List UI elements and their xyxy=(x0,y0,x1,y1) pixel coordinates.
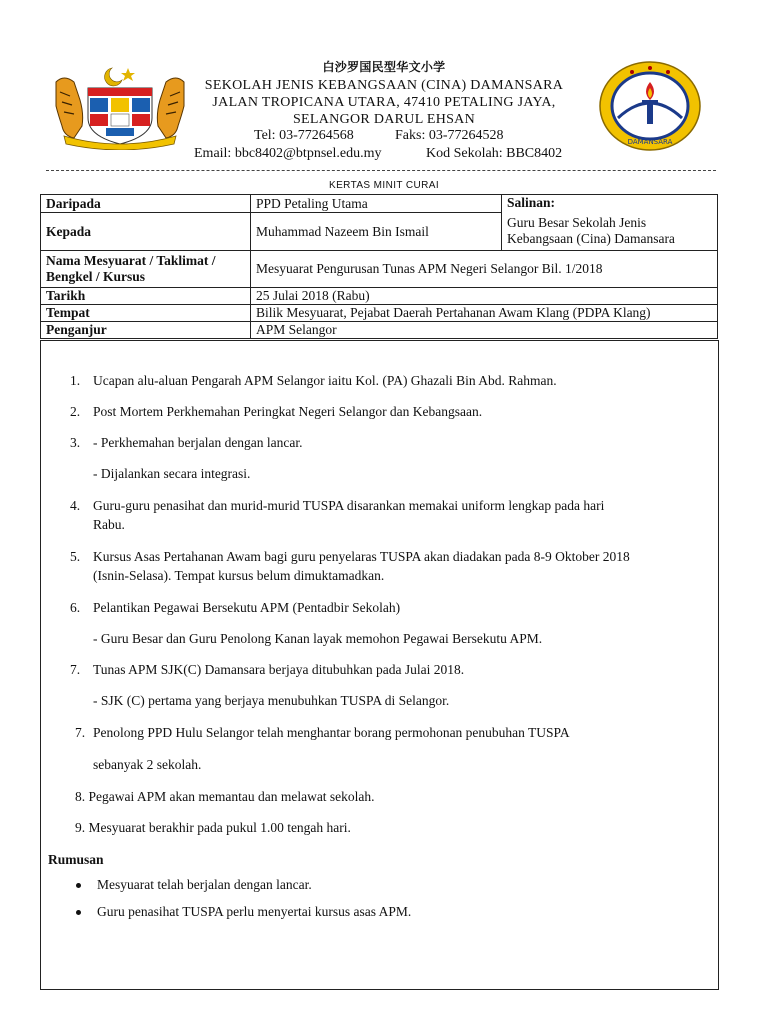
tarikh-label: Tarikh xyxy=(41,288,251,305)
school-email: Email: bbc8402@btpnsel.edu.my xyxy=(194,146,382,161)
item-text: - Dijalankan secara integrasi. xyxy=(93,466,251,481)
form-title: KERTAS MINIT CURAI xyxy=(329,180,439,191)
nama-mesyuarat-value: Mesyuarat Pengurusan Tunas APM Negeri Selangor Bil. 1/2018 xyxy=(251,251,718,288)
tempat-label: Tempat xyxy=(41,305,251,322)
item-text: sebanyak 2 sekolah. xyxy=(93,757,202,772)
letterhead-divider xyxy=(46,170,716,171)
school-name: SEKOLAH JENIS KEBANGSAAN (CINA) DAMANSARA xyxy=(204,78,564,93)
item-number: 5. xyxy=(70,549,81,564)
rumusan-point: Guru penasihat TUSPA perlu menyertai kursus asas APM. xyxy=(97,904,412,919)
daripada-label: Daripada xyxy=(41,195,251,213)
penganjur-label: Penganjur xyxy=(41,322,251,339)
school-fax: Faks: 03-77264528 xyxy=(395,128,504,143)
salinan-label: Salinan: xyxy=(502,195,718,213)
school-address-line-2: SELANGOR DARUL EHSAN xyxy=(292,112,476,127)
school-crest-icon xyxy=(598,60,702,152)
item-text: - SJK (C) pertama yang berjaya menubuhkan TUSPA di Selangor. xyxy=(93,693,450,708)
item-text: (Isnin-Selasa). Tempat kursus belum dimuktamadkan. xyxy=(93,568,385,583)
daripada-value: PPD Petaling Utama xyxy=(251,195,502,213)
school-code: Kod Sekolah: BBC8402 xyxy=(426,146,563,161)
item-text: Post Mortem Perkhemahan Peringkat Negeri Selangor dan Kebangsaan. xyxy=(93,404,483,419)
item-number: 1. xyxy=(70,373,81,388)
salinan-value: Guru Besar Sekolah Jenis Kebangsaan (Cina) Damansara xyxy=(502,213,718,251)
item-text: Penolong PPD Hulu Selangor telah menghantar borang permohonan penubuhan TUSPA xyxy=(93,725,570,740)
bullet-icon xyxy=(76,883,81,888)
penganjur-value: APM Selangor xyxy=(251,322,718,339)
item-number: 4. xyxy=(70,498,81,513)
nama-mesyuarat-label: Nama Mesyuarat / Taklimat / Bengkel / Kursus xyxy=(41,251,251,288)
item-text: 8. Pegawai APM akan memantau dan melawat sekolah. xyxy=(75,789,375,804)
rumusan-heading: Rumusan xyxy=(48,852,104,867)
school-chinese-name: 白沙罗国民型华文小学 xyxy=(322,60,446,74)
tarikh-value: 25 Julai 2018 (Rabu) xyxy=(251,288,718,305)
item-number: 3. xyxy=(70,435,81,450)
bullet-icon xyxy=(76,910,81,915)
item-text: Kursus Asas Pertahanan Awam bagi guru penyelaras TUSPA akan diadakan pada 8-9 Oktober 2018 xyxy=(93,549,630,564)
item-number: 6. xyxy=(70,600,81,615)
item-text: - Guru Besar dan Guru Penolong Kanan layak memohon Pegawai Bersekutu APM. xyxy=(93,631,543,646)
school-address-line-1: JALAN TROPICANA UTARA, 47410 PETALING JAYA, xyxy=(212,95,556,110)
item-number: 7. xyxy=(70,662,81,677)
kepada-value: Muhammad Nazeem Bin Ismail xyxy=(251,213,502,251)
tempat-value: Bilik Mesyuarat, Pejabat Daerah Pertahanan Awam Klang (PDPA Klang) xyxy=(251,305,718,322)
item-text: Ucapan alu-aluan Pengarah APM Selangor iaitu Kol. (PA) Ghazali Bin Abd. Rahman. xyxy=(93,373,557,388)
kepada-label: Kepada xyxy=(41,213,251,251)
item-number: 7. xyxy=(75,725,86,740)
item-text: Guru-guru penasihat dan murid-murid TUSPA disarankan memakai uniform lengkap pada hari xyxy=(93,498,605,513)
school-crest-text: DAMANSARA xyxy=(627,138,673,146)
school-telephone: Tel: 03-77264568 xyxy=(254,128,354,143)
item-text: Pelantikan Pegawai Bersekutu APM (Pentadbir Sekolah) xyxy=(93,600,401,615)
item-text: Rabu. xyxy=(93,517,125,532)
item-text: 9. Mesyuarat berakhir pada pukul 1.00 tengah hari. xyxy=(75,820,351,835)
item-text: - Perkhemahan berjalan dengan lancar. xyxy=(93,435,303,450)
rumusan-point: Mesyuarat telah berjalan dengan lancar. xyxy=(97,877,312,892)
item-number: 2. xyxy=(70,404,81,419)
meeting-info-table xyxy=(40,194,718,339)
item-text: Tunas APM SJK(C) Damansara berjaya ditubuhkan pada Julai 2018. xyxy=(93,662,465,677)
